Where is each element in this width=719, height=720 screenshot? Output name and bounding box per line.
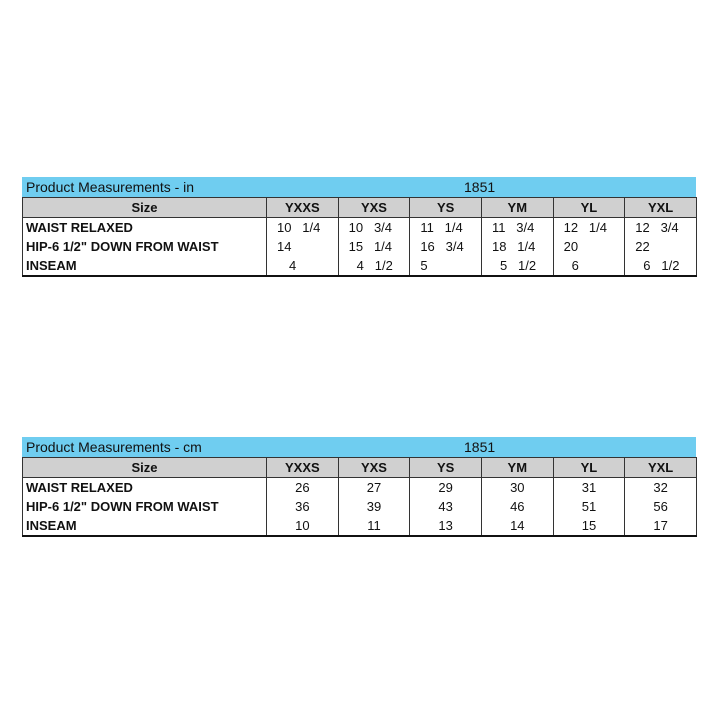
cell-value: 5 1/2: [481, 256, 553, 276]
cell-value: 26: [267, 478, 339, 498]
cell-value: 39: [338, 497, 410, 516]
cell-value: 10 3/4: [338, 218, 410, 238]
size-header: YXXS: [267, 198, 339, 218]
cell-value: 56: [625, 497, 697, 516]
table-row: [23, 497, 697, 516]
cell-value: 43: [410, 497, 482, 516]
row-label: INSEAM: [23, 256, 267, 276]
row-label: WAIST RELAXED: [23, 478, 267, 498]
cell-value: 11 3/4: [481, 218, 553, 238]
row-label: INSEAM: [23, 516, 267, 536]
table-title: Product Measurements - cm: [26, 439, 202, 455]
table-row: [23, 516, 697, 536]
cell-value: 32: [625, 478, 697, 498]
cell-value: 5: [410, 256, 482, 276]
table-title-bar: [22, 437, 696, 457]
table-title-bar: [22, 177, 696, 197]
cell-value: 16 3/4: [410, 237, 482, 256]
size-header: YXL: [625, 458, 697, 478]
cell-value: 4 1/2: [338, 256, 410, 276]
cell-value: 10: [267, 516, 339, 536]
header-row: [23, 458, 697, 478]
cell-value: 46: [481, 497, 553, 516]
cell-value: 11: [338, 516, 410, 536]
size-header: Size: [23, 458, 267, 478]
cell-value: 17: [625, 516, 697, 536]
size-header: YS: [410, 458, 482, 478]
size-header: YL: [553, 198, 625, 218]
cell-value: 18 1/4: [481, 237, 553, 256]
table-row: [23, 256, 697, 276]
cell-value: 36: [267, 497, 339, 516]
size-header: YXL: [625, 198, 697, 218]
cell-value: 11 1/4: [410, 218, 482, 238]
size-header: YXS: [338, 198, 410, 218]
header-row: [23, 198, 697, 218]
cell-value: 20: [553, 237, 625, 256]
row-label: WAIST RELAXED: [23, 218, 267, 238]
table-row: [23, 218, 697, 238]
style-number: 1851: [464, 439, 496, 455]
cell-value: 27: [338, 478, 410, 498]
cell-value: 12 3/4: [625, 218, 697, 238]
cell-value: 13: [410, 516, 482, 536]
cell-value: 51: [553, 497, 625, 516]
cell-value: 10 1/4: [267, 218, 339, 238]
measurements-table-inches: [22, 177, 696, 277]
row-label: HIP-6 1/2" DOWN FROM WAIST: [23, 237, 267, 256]
size-header: YM: [481, 458, 553, 478]
cell-value: 14: [267, 237, 339, 256]
size-header: YS: [410, 198, 482, 218]
cell-value: 6 1/2: [625, 256, 697, 276]
cell-value: 6: [553, 256, 625, 276]
measurements-grid: [22, 197, 697, 277]
cell-value: 4: [267, 256, 339, 276]
style-number: 1851: [464, 179, 496, 195]
table-row: [23, 237, 697, 256]
cell-value: 15 1/4: [338, 237, 410, 256]
size-header: YL: [553, 458, 625, 478]
size-header: YXXS: [267, 458, 339, 478]
cell-value: 31: [553, 478, 625, 498]
cell-value: 30: [481, 478, 553, 498]
cell-value: 12 1/4: [553, 218, 625, 238]
cell-value: 29: [410, 478, 482, 498]
table-row: [23, 478, 697, 498]
cell-value: 22: [625, 237, 697, 256]
cell-value: 15: [553, 516, 625, 536]
row-label: HIP-6 1/2" DOWN FROM WAIST: [23, 497, 267, 516]
size-header: YM: [481, 198, 553, 218]
measurements-table-cm: [22, 437, 696, 537]
size-header: YXS: [338, 458, 410, 478]
table-title: Product Measurements - in: [26, 179, 195, 195]
size-header: Size: [23, 198, 267, 218]
measurements-grid: [22, 457, 697, 537]
cell-value: 14: [481, 516, 553, 536]
